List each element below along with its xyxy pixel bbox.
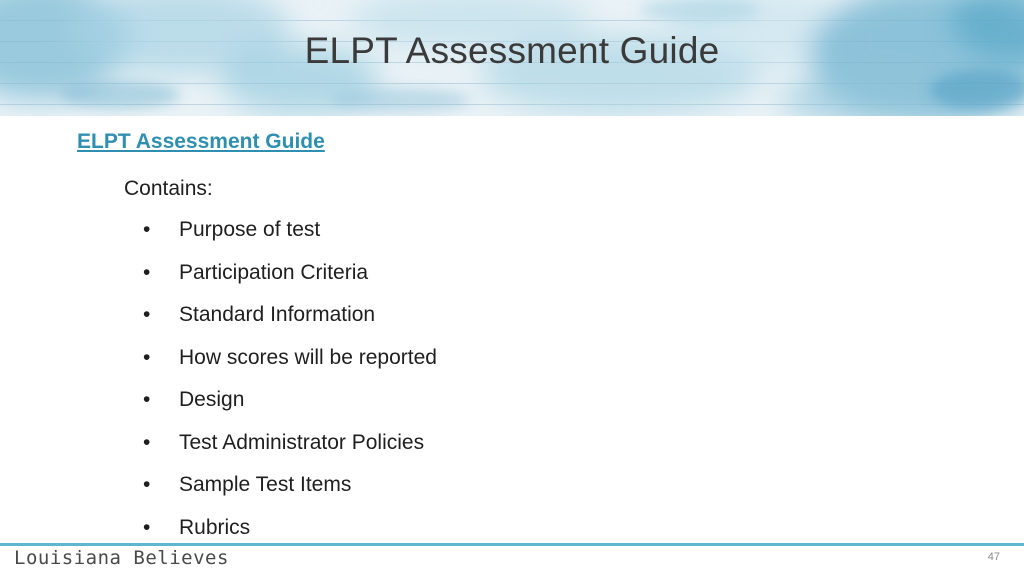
bullet-item-policies	[143, 431, 437, 474]
bullet-item-participation	[143, 261, 437, 304]
bullet-text: Purpose of test	[179, 218, 321, 241]
bullet-dot-icon: •	[143, 345, 151, 369]
footer-divider	[0, 543, 1024, 546]
louisiana-believes-logo: Louisiana Believes	[14, 547, 229, 569]
elpt-guide-link[interactable]: ELPT Assessment Guide	[77, 130, 325, 153]
bullet-text: Standard Information	[179, 303, 376, 326]
slide-content	[77, 130, 437, 539]
bullet-item-standard	[143, 303, 437, 346]
contains-label: Contains:	[124, 177, 213, 200]
bullet-dot-icon: •	[143, 430, 151, 454]
bullet-item-design	[143, 388, 437, 431]
bullet-item-scores	[143, 346, 437, 389]
bullet-dot-icon: •	[143, 515, 151, 539]
bullet-dot-icon: •	[143, 473, 151, 496]
slide-title: ELPT Assessment Guide	[304, 30, 720, 71]
page-number: 47	[987, 551, 1000, 563]
bullet-text: How scores will be reported	[179, 345, 437, 369]
bullet-dot-icon: •	[143, 388, 151, 411]
bullet-item-sample-items	[143, 473, 437, 516]
bullet-dot-icon: •	[143, 218, 151, 241]
bullet-text: Sample Test Items	[179, 473, 352, 496]
bullet-item-purpose	[143, 218, 437, 261]
bullet-dot-icon: •	[143, 260, 151, 284]
header-watercolor-banner	[0, 0, 1024, 116]
bullet-dot-icon: •	[143, 303, 151, 326]
bullet-text: Design	[179, 388, 245, 411]
contents-bullet-list	[143, 218, 437, 558]
bullet-text: Test Administrator Policies	[179, 430, 425, 454]
bullet-text: Rubrics	[179, 515, 251, 539]
bullet-text: Participation Criteria	[179, 260, 369, 284]
